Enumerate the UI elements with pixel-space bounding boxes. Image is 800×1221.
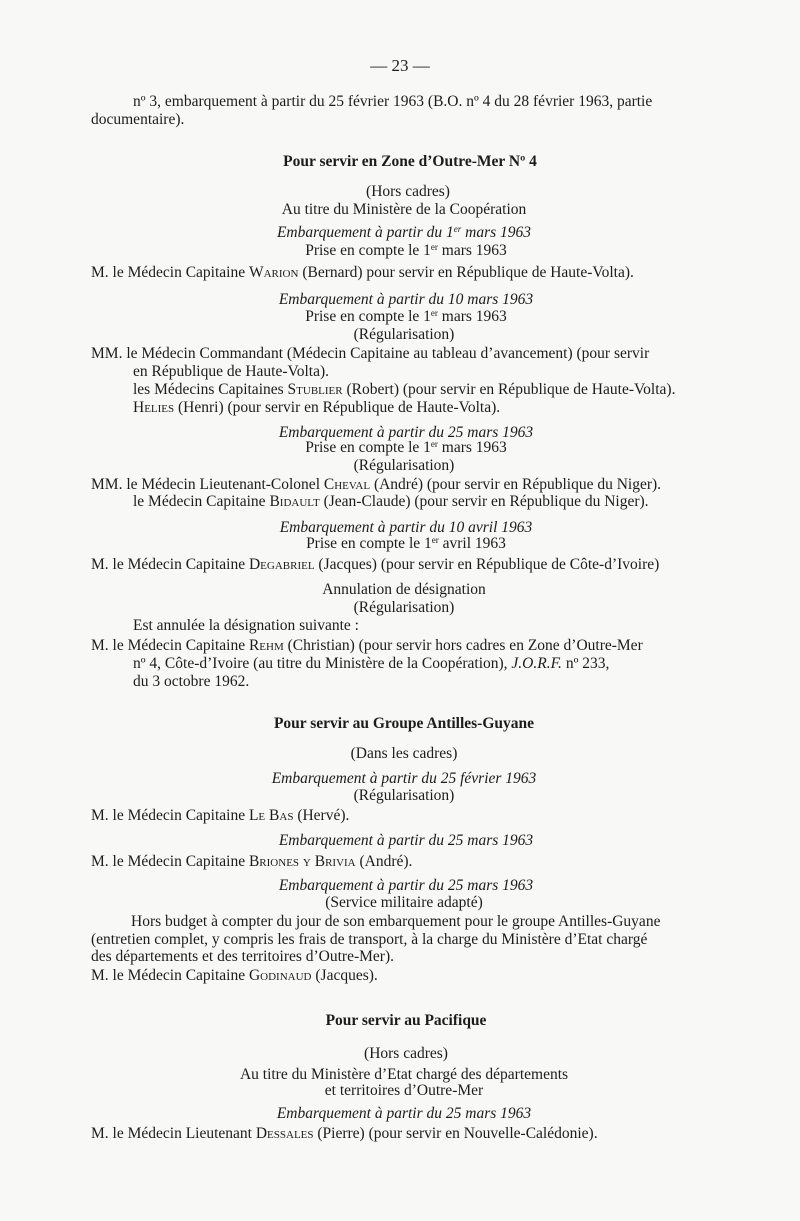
antilles-g1-embarquement: Embarquement à partir du 25 février 1963: [271, 770, 537, 787]
antilles-g3-paragraph-2: (entretien complet, y compris les frais de transport, à la charge du Ministère d’Etat chargé: [91, 931, 648, 948]
zone4-g2-entry-3: Helies (Henri) (pour servir en République de Haute-Volta).: [133, 399, 501, 416]
antilles-g3-service: (Service militaire adapté): [325, 894, 483, 911]
annulation-title: Annulation de désignation: [322, 581, 486, 598]
zone4-g2-prise: Prise en compte le 1er mars 1963: [305, 308, 507, 325]
pacifique-ministry-1: Au titre du Ministère d’Etat chargé des départements: [239, 1066, 569, 1083]
antilles-g1-regularisation: (Régularisation): [353, 787, 455, 804]
annulation-entry-2: nº 4, Côte-d’Ivoire (au titre du Ministère de la Coopération), J.O.R.F. nº 233,: [133, 655, 610, 672]
pacifique-hors-cadres: (Hors cadres): [364, 1045, 448, 1062]
zone4-g2-embarquement: Embarquement à partir du 10 mars 1963: [278, 291, 534, 308]
pacifique-entry: M. le Médecin Lieutenant Dessales (Pierre) (pour servir en Nouvelle-Calédonie).: [91, 1125, 598, 1142]
page-number: — 23 —: [370, 56, 430, 75]
zone4-g2-entry-1-cont: en République de Haute-Volta).: [133, 363, 329, 380]
section-heading-antilles: Pour servir au Groupe Antilles-Guyane: [273, 715, 535, 732]
section-heading-zone-4: Pour servir en Zone d’Outre-Mer Nº 4: [283, 153, 537, 170]
zone4-ministry: Au titre du Ministère de la Coopération: [281, 201, 527, 218]
antilles-g3-entry: M. le Médecin Capitaine Godinaud (Jacques).: [91, 967, 378, 984]
annulation-intro: Est annulée la désignation suivante :: [133, 617, 359, 634]
antilles-dans-cadres: (Dans les cadres): [350, 745, 458, 762]
zone4-g1-embarquement: Embarquement à partir du 1er mars 1963: [276, 224, 532, 241]
annulation-entry-3: du 3 octobre 1962.: [133, 673, 250, 690]
zone4-g3-entry-1: MM. le Médecin Lieutenant-Colonel Cheval (André) (pour servir en République du Niger).: [91, 476, 662, 493]
zone4-hors-cadres: (Hors cadres): [366, 183, 450, 200]
annulation-regularisation: (Régularisation): [353, 599, 455, 616]
antilles-g2-entry: M. le Médecin Capitaine Briones y Brivia (André).: [91, 853, 413, 870]
zone4-g2-entry-1: MM. le Médecin Commandant (Médecin Capitaine au tableau d’avancement) (pour servir: [91, 345, 650, 362]
section-heading-pacifique: Pour servir au Pacifique: [325, 1012, 487, 1029]
pacifique-embarquement: Embarquement à partir du 25 mars 1963: [276, 1105, 532, 1122]
zone4-g2-entry-2: les Médecins Capitaines Stublier (Robert) (pour servir en République de Haute-Volta).: [133, 381, 676, 398]
intro-line-1: nº 3, embarquement à partir du 25 février 1963 (B.O. nº 4 du 28 février 1963, partie: [133, 93, 653, 110]
zone4-g3-regularisation: (Régularisation): [353, 457, 455, 474]
antilles-g3-embarquement: Embarquement à partir du 25 mars 1963: [278, 877, 534, 894]
zone4-g1-entry: M. le Médecin Capitaine Warion (Bernard) pour servir en République de Haute-Volta).: [91, 264, 634, 281]
zone4-g1-prise: Prise en compte le 1er mars 1963: [305, 242, 507, 259]
antilles-g1-entry: M. le Médecin Capitaine Le Bas (Hervé).: [91, 807, 350, 824]
annulation-entry-1: M. le Médecin Capitaine Rehm (Christian) (pour servir hors cadres en Zone d’Outre-Mer: [91, 637, 643, 654]
zone4-g4-entry: M. le Médecin Capitaine Degabriel (Jacques) (pour servir en République de Côte-d’Ivoire): [91, 556, 660, 573]
antilles-g3-paragraph-3: des départements et des territoires d’Outre-Mer).: [91, 948, 394, 965]
zone4-g3-embarquement: Embarquement à partir du 25 mars 1963: [278, 424, 534, 441]
zone4-g3-prise: Prise en compte le 1er mars 1963: [305, 439, 507, 456]
antilles-g3-paragraph-1: Hors budget à compter du jour de son embarquement pour le groupe Antilles-Guyane: [131, 913, 661, 930]
intro-line-2: documentaire).: [91, 111, 185, 128]
antilles-g2-embarquement: Embarquement à partir du 25 mars 1963: [278, 832, 534, 849]
zone4-g4-prise: Prise en compte le 1er avril 1963: [306, 535, 506, 552]
pacifique-ministry-2: et territoires d’Outre-Mer: [324, 1082, 484, 1099]
zone4-g4-embarquement: Embarquement à partir du 10 avril 1963: [279, 519, 533, 536]
zone4-g2-regularisation: (Régularisation): [353, 326, 455, 343]
zone4-g3-entry-2: le Médecin Capitaine Bidault (Jean-Claude) (pour servir en République du Niger).: [133, 493, 649, 510]
